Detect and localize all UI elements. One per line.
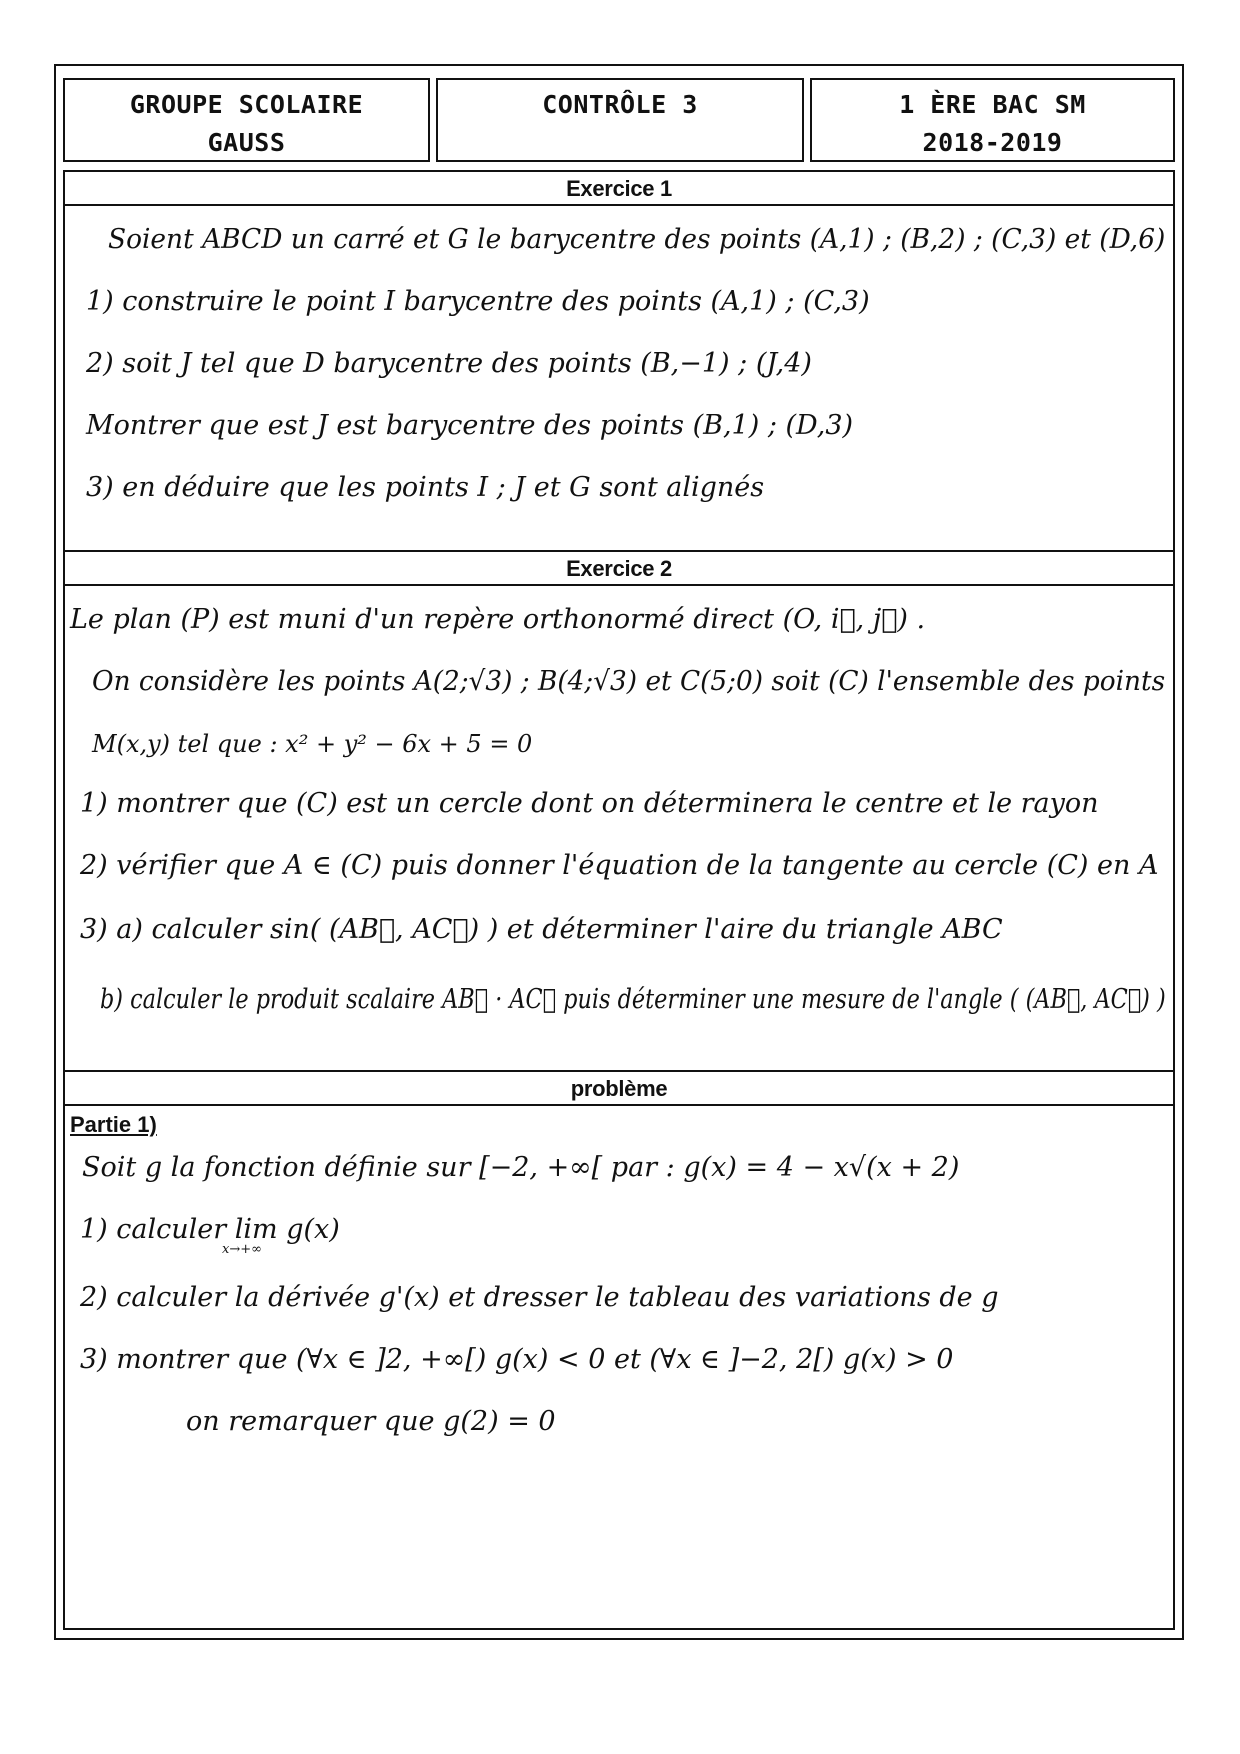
school-box [63, 78, 430, 162]
exam-title: CONTRÔLE 3 [542, 90, 698, 119]
exercise-2-set: M(x,y) tel que : x² + y² − 6x + 5 = 0 [92, 730, 533, 758]
school-subname: GAUSS [207, 128, 286, 157]
class-box [810, 78, 1175, 162]
problem-q2: 2) calculer la dérivée g'(x) et dresser le tableau des variations de g [80, 1282, 999, 1313]
problem-title: problème [63, 1072, 1175, 1106]
exercise-2-intro: Le plan (P) est muni d'un repère orthonormé direct (O, i⃗, j⃗) . [70, 604, 926, 635]
school-name: GROUPE SCOLAIRE [129, 90, 364, 119]
exercise-2-q3a: 3) a) calculer sin( (AB⃗, AC⃗) ) et déterminer l'aire du triangle ABC [80, 914, 1003, 945]
limit-subscript: x→+∞ [222, 1242, 262, 1257]
exercise-1-q1: 1) construire le point I barycentre des points (A,1) ; (C,3) [86, 286, 870, 317]
exercise-1-title: Exercice 1 [63, 172, 1175, 206]
problem-note: on remarquer que g(2) = 0 [186, 1406, 556, 1437]
exercise-1-statement: Soient ABCD un carré et G le barycentre des points (A,1) ; (B,2) ; (C,3) et (D,6) [108, 224, 1166, 255]
exercise-2-q1: 1) montrer que (C) est un cercle dont on déterminera le centre et le rayon [80, 788, 1099, 819]
part-1-label: Partie 1) [70, 1112, 157, 1137]
exam-box [436, 78, 804, 162]
problem-q1: 1) calculer lim g(x) [80, 1214, 340, 1245]
exercise-2-q2: 2) vérifier que A ∈ (C) puis donner l'équation de la tangente au cercle (C) en A [80, 850, 1159, 881]
exercise-1-q3: 3) en déduire que les points I ; J et G sont alignés [86, 472, 765, 503]
problem-definition: Soit g la fonction définie sur [−2, +∞[ par : g(x) = 4 − x√(x + 2) [82, 1152, 960, 1183]
class-name: 1 ÈRE BAC SM [899, 90, 1086, 119]
exercise-2-q3b: b) calculer le produit scalaire AB⃗ · AC⃗ puis déterminer une mesure de l'angle ( (AB⃗, AC⃗) ) [100, 984, 1166, 1015]
exercise-1-q2-show: Montrer que est J est barycentre des points (B,1) ; (D,3) [86, 410, 854, 441]
problem-q3: 3) montrer que (∀x ∈ ]2, +∞[) g(x) < 0 et (∀x ∈ ]−2, 2[) g(x) > 0 [80, 1344, 954, 1375]
exercise-2-title: Exercice 2 [63, 552, 1175, 586]
school-year: 2018-2019 [922, 128, 1063, 157]
exercise-1-q2: 2) soit J tel que D barycentre des points (B,−1) ; (J,4) [86, 348, 812, 379]
exercise-2-points: On considère les points A(2;√3) ; B(4;√3) et C(5;0) soit (C) l'ensemble des points [92, 666, 1166, 697]
